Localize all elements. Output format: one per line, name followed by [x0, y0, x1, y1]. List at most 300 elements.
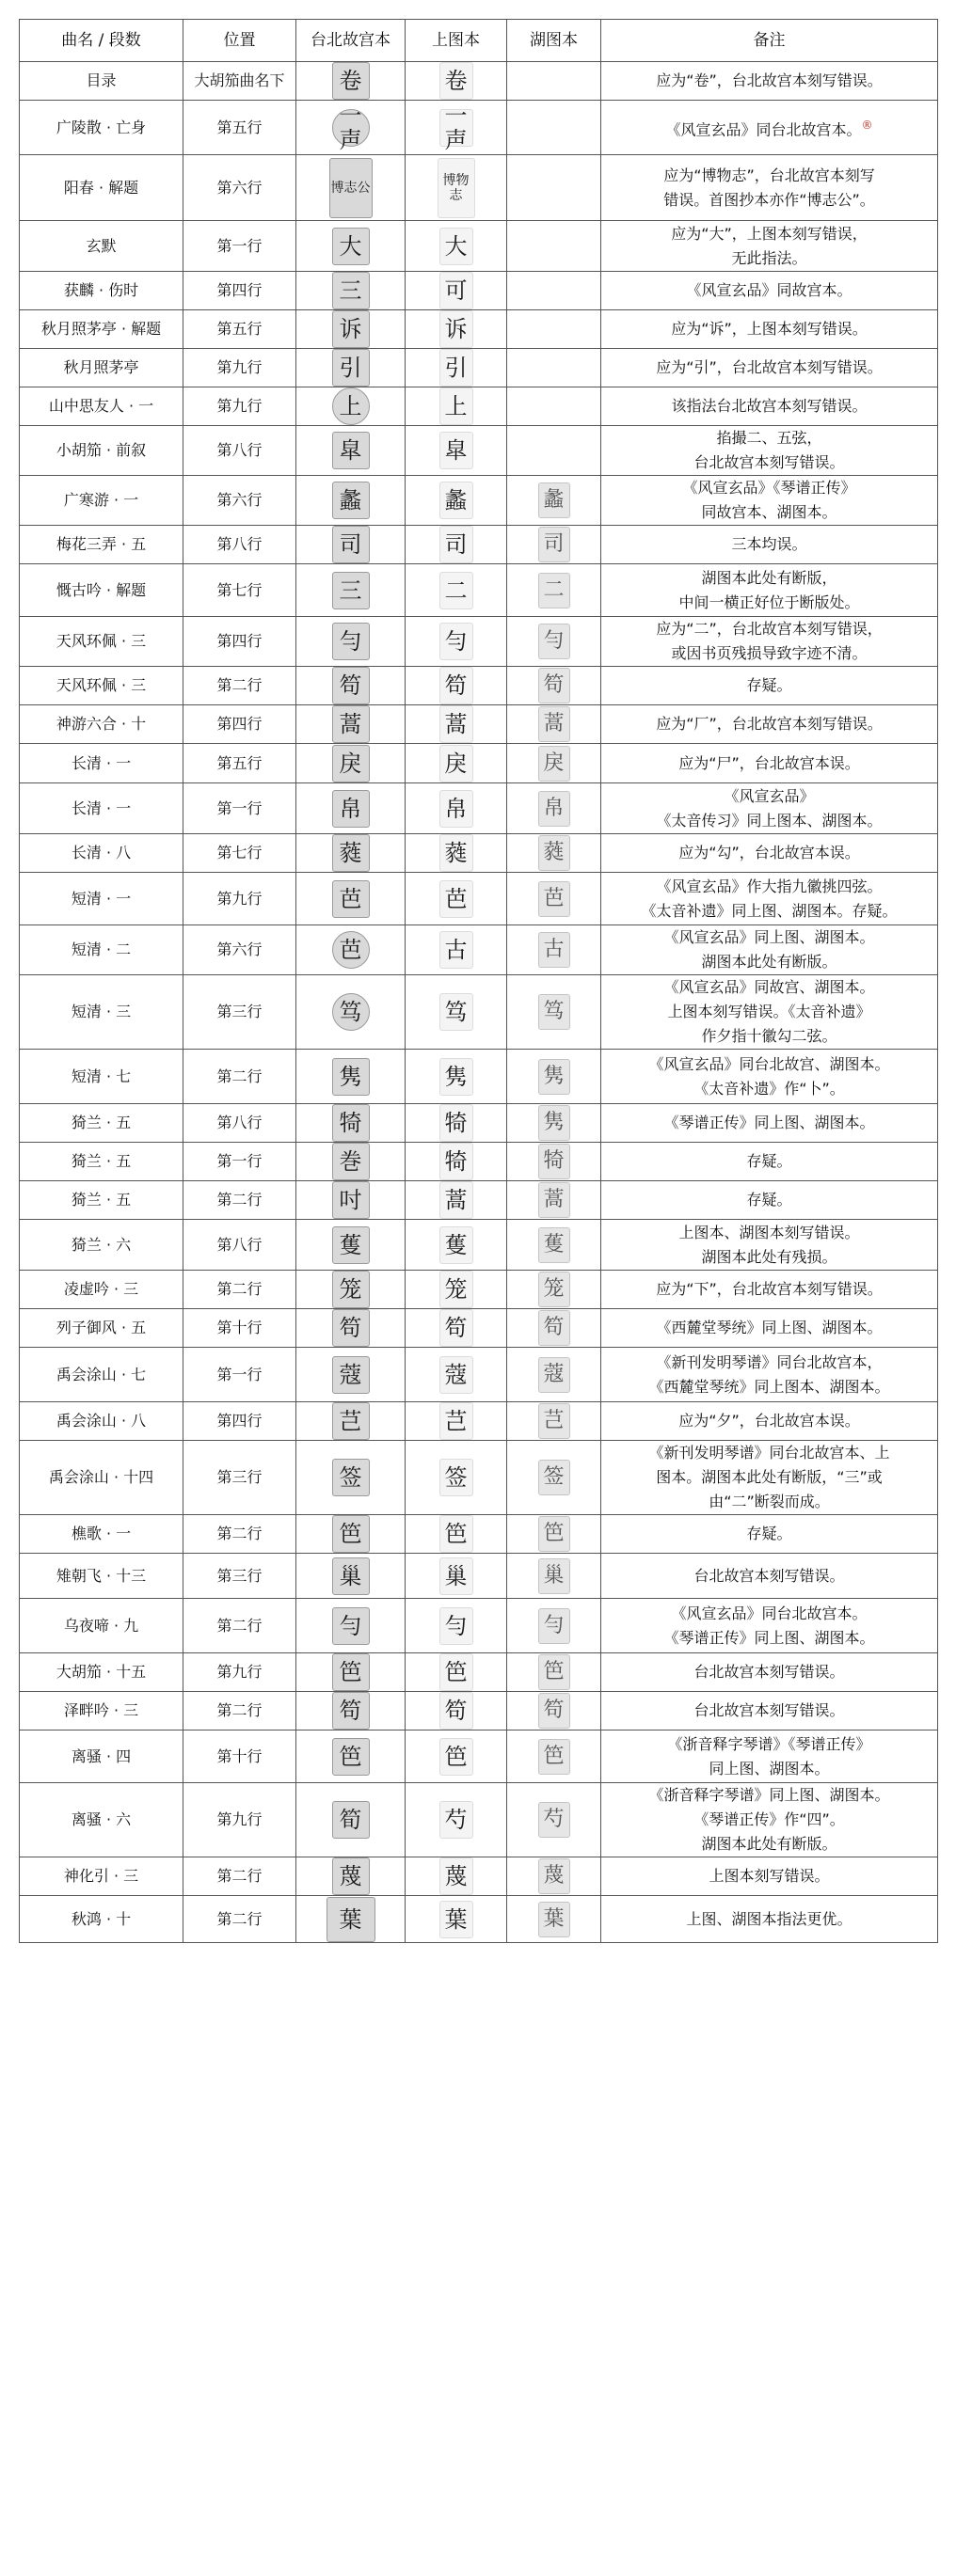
- taipei-glyph-wrap: [302, 1271, 399, 1308]
- hubei-glyph-cell: [507, 426, 601, 476]
- taipei-glyph-wrap: [302, 1515, 399, 1553]
- hubei-glyph-cell: [507, 744, 601, 783]
- note-line: 应为“夕”，台北故宫本误。: [678, 1412, 860, 1430]
- piece-title-cell: 短清 · 一: [20, 873, 183, 925]
- jianzipu-glyph: 芭: [538, 881, 570, 917]
- jianzipu-glyph: 蒿: [538, 1182, 570, 1218]
- note-line: 《浙音释字琴谱》同上图、湖图本。: [648, 1786, 890, 1804]
- taipei-glyph-cell: [296, 1220, 406, 1271]
- hubei-glyph-cell: [507, 783, 601, 834]
- note-line: 《新刊发明琴谱》同台北故宫本、上: [648, 1444, 890, 1462]
- piece-title-cell: 秋鸿 · 十: [20, 1896, 183, 1943]
- taipei-glyph-wrap: [302, 387, 399, 425]
- jianzipu-glyph: 蒦: [439, 1226, 473, 1264]
- note-cell: [601, 1348, 938, 1402]
- position-cell: 第九行: [183, 873, 296, 925]
- table-row: [20, 1271, 938, 1309]
- hubei-glyph-cell: [507, 1554, 601, 1599]
- taipei-glyph-cell: [296, 155, 406, 221]
- taipei-glyph-cell: [296, 1441, 406, 1515]
- jianzipu-glyph: 司: [439, 526, 473, 563]
- shanghai-glyph-cell: [406, 387, 507, 426]
- shanghai-glyph-cell: [406, 705, 507, 744]
- taipei-glyph-wrap: [302, 432, 399, 469]
- shanghai-glyph-wrap: [411, 1309, 501, 1347]
- piece-title-cell: 猗兰 · 六: [20, 1220, 183, 1271]
- shanghai-glyph-cell: [406, 476, 507, 526]
- taipei-glyph-wrap: [302, 1801, 399, 1839]
- hubei-glyph-cell: [507, 526, 601, 564]
- jianzipu-glyph: 三: [332, 272, 370, 309]
- jianzipu-glyph: 蒦: [538, 1227, 570, 1263]
- note-line: 湖图本此处有断版，: [701, 568, 837, 587]
- note-line: 存疑。: [746, 676, 792, 694]
- piece-title-cell: 天风环佩 · 三: [20, 617, 183, 667]
- piece-title-cell: 天风环佩 · 三: [20, 667, 183, 705]
- taipei-glyph-cell: [296, 1181, 406, 1220]
- shanghai-glyph-cell: [406, 1692, 507, 1731]
- note-cell: [601, 834, 938, 873]
- taipei-glyph-cell: [296, 1599, 406, 1653]
- jianzipu-glyph: 二: [538, 573, 570, 608]
- table-row: [20, 1348, 938, 1402]
- note-cell: [601, 1309, 938, 1348]
- taipei-glyph-cell: [296, 975, 406, 1050]
- taipei-glyph-wrap: [302, 1143, 399, 1180]
- position-cell: 第六行: [183, 925, 296, 975]
- jianzipu-glyph: 隽: [538, 1059, 570, 1095]
- shanghai-glyph-cell: [406, 349, 507, 387]
- jianzipu-glyph: 戾: [439, 745, 473, 782]
- taipei-glyph-wrap: [302, 667, 399, 704]
- header-notes: 备注: [601, 20, 938, 62]
- hubei-glyph-cell: [507, 1599, 601, 1653]
- hubei-glyph-cell: [507, 1143, 601, 1181]
- note-line: 应为“诉”，上图本刻写错误。: [671, 320, 868, 338]
- taipei-glyph-cell: [296, 1348, 406, 1402]
- table-row: [20, 1143, 938, 1181]
- taipei-glyph-cell: [296, 1731, 406, 1783]
- note-cell: [601, 1653, 938, 1692]
- position-cell: 第四行: [183, 1402, 296, 1441]
- shanghai-glyph-cell: [406, 272, 507, 310]
- jianzipu-glyph: 芍: [439, 1801, 473, 1839]
- jianzipu-glyph: 帛: [439, 790, 473, 828]
- shanghai-glyph-cell: [406, 526, 507, 564]
- jianzipu-glyph: 蔻: [332, 1356, 370, 1394]
- note-line: 湖图本此处有断版。: [701, 1835, 837, 1853]
- jianzipu-glyph: 卷: [439, 62, 473, 100]
- table-row: [20, 1692, 938, 1731]
- shanghai-glyph-cell: [406, 1653, 507, 1692]
- note-line: 上图本刻写错误。《太音补遗》: [667, 1003, 871, 1020]
- taipei-glyph-wrap: [302, 482, 399, 519]
- header-title: 曲名 / 段数: [20, 20, 183, 62]
- shanghai-glyph-wrap: [411, 993, 501, 1031]
- note-cell: [601, 564, 938, 617]
- note-line: 《西麓堂琴统》同上图本、湖图本。: [648, 1377, 890, 1396]
- table-row: [20, 925, 938, 975]
- shanghai-glyph-cell: [406, 1104, 507, 1143]
- note-line: 《风宣玄品》同故宫本。: [686, 281, 852, 299]
- jianzipu-glyph: 大: [332, 228, 370, 265]
- position-cell: 第八行: [183, 1220, 296, 1271]
- table-row: [20, 1653, 938, 1692]
- note-cell: [601, 705, 938, 744]
- note-cell: [601, 476, 938, 526]
- shanghai-glyph-wrap: [411, 880, 501, 918]
- jianzipu-glyph: 蠡: [538, 482, 570, 518]
- table-row: [20, 705, 938, 744]
- hubei-glyph-wrap: [513, 1558, 595, 1594]
- taipei-glyph-cell: [296, 476, 406, 526]
- table-row: [20, 1857, 938, 1896]
- jianzipu-glyph: 蒿: [439, 705, 473, 743]
- piece-title-cell: 长清 · 八: [20, 834, 183, 873]
- position-cell: 第三行: [183, 975, 296, 1050]
- taipei-glyph-cell: [296, 272, 406, 310]
- shanghai-glyph-cell: [406, 155, 507, 221]
- jianzipu-glyph: 蕤: [439, 834, 473, 872]
- piece-title-cell: 禹会涂山 · 七: [20, 1348, 183, 1402]
- taipei-glyph-cell: [296, 1271, 406, 1309]
- note-line: 台北故宫本刻写错误。: [693, 453, 845, 471]
- jianzipu-glyph: 芑: [439, 1402, 473, 1440]
- jianzipu-glyph: 蒿: [332, 705, 370, 743]
- shanghai-glyph-wrap: [411, 1901, 501, 1938]
- table-row: [20, 873, 938, 925]
- note-line: 《新刊发明琴谱》同台北故宫本，: [656, 1352, 883, 1371]
- jianzipu-glyph: 蕤: [538, 835, 570, 871]
- hubei-glyph-wrap: [513, 835, 595, 871]
- taipei-glyph-wrap: [302, 1226, 399, 1264]
- position-cell: 第五行: [183, 310, 296, 349]
- jianzipu-glyph: 诉: [439, 310, 473, 348]
- position-cell: 第一行: [183, 783, 296, 834]
- note-line: 《风宣玄品》《琴谱正传》: [682, 479, 856, 497]
- hubei-glyph-wrap: [513, 746, 595, 782]
- note-line: 由“二”断裂而成。: [709, 1493, 830, 1510]
- taipei-glyph-wrap: [302, 790, 399, 828]
- taipei-glyph-wrap: [302, 1309, 399, 1347]
- jianzipu-glyph: 古: [439, 931, 473, 969]
- hubei-glyph-wrap: [513, 1357, 595, 1393]
- hubei-glyph-cell: [507, 310, 601, 349]
- table-row: [20, 1050, 938, 1104]
- position-cell: 第二行: [183, 1692, 296, 1731]
- table-row: [20, 1783, 938, 1857]
- position-cell: 第六行: [183, 155, 296, 221]
- piece-title-cell: 乌夜啼 · 九: [20, 1599, 183, 1653]
- table-row: [20, 476, 938, 526]
- jianzipu-glyph: 皐: [332, 432, 370, 469]
- shanghai-glyph-wrap: [411, 482, 501, 519]
- shanghai-glyph-cell: [406, 925, 507, 975]
- jianzipu-glyph: 勻: [538, 624, 570, 659]
- note-line: 错误。首图抄本亦作“博志公”。: [663, 190, 875, 209]
- jianzipu-glyph: 古: [538, 932, 570, 968]
- jianzipu-glyph: 勻: [332, 1607, 370, 1645]
- jianzipu-glyph: 笆: [439, 1653, 473, 1691]
- jianzipu-glyph: 笃: [538, 994, 570, 1030]
- shanghai-glyph-cell: [406, 62, 507, 101]
- note-cell: [601, 744, 938, 783]
- taipei-glyph-cell: [296, 1554, 406, 1599]
- note-line: 应为“厂”，台北故宫本刻写错误。: [656, 715, 883, 733]
- position-cell: 第三行: [183, 1441, 296, 1515]
- table-row: [20, 155, 938, 221]
- hubei-glyph-wrap: [513, 1144, 595, 1179]
- hubei-glyph-cell: [507, 564, 601, 617]
- table-row: [20, 349, 938, 387]
- hubei-glyph-cell: [507, 1181, 601, 1220]
- jianzipu-glyph: 葉: [538, 1902, 570, 1937]
- table-row: [20, 1896, 938, 1943]
- piece-title-cell: 阳春 · 解题: [20, 155, 183, 221]
- jianzipu-glyph: 签: [538, 1460, 570, 1495]
- table-row: [20, 834, 938, 873]
- jianzipu-glyph: 笱: [332, 667, 370, 704]
- taipei-glyph-cell: [296, 1692, 406, 1731]
- position-cell: 第一行: [183, 1348, 296, 1402]
- jianzipu-glyph: 笆: [332, 1515, 370, 1553]
- shanghai-glyph-cell: [406, 1050, 507, 1104]
- hubei-glyph-cell: [507, 349, 601, 387]
- jianzipu-glyph: 一声: [332, 109, 370, 147]
- note-line: 《风宣玄品》同台北故宫本。: [671, 1604, 868, 1622]
- note-cell: [601, 1441, 938, 1515]
- note-cell: [601, 1181, 938, 1220]
- shanghai-glyph-wrap: [411, 310, 501, 348]
- taipei-glyph-wrap: [302, 1104, 399, 1142]
- taipei-glyph-wrap: [302, 1857, 399, 1895]
- taipei-glyph-cell: [296, 1896, 406, 1943]
- jianzipu-glyph: 签: [332, 1459, 370, 1496]
- shanghai-glyph-cell: [406, 834, 507, 873]
- hubei-glyph-wrap: [513, 573, 595, 608]
- jianzipu-glyph: 蒿: [538, 706, 570, 742]
- jianzipu-glyph: 蒦: [332, 1226, 370, 1264]
- jianzipu-glyph: 芭: [439, 880, 473, 918]
- jianzipu-glyph: 蕤: [332, 834, 370, 872]
- collation-sheet: [19, 19, 937, 1943]
- note-cell: [601, 526, 938, 564]
- position-cell: 第三行: [183, 1554, 296, 1599]
- jianzipu-glyph: 犄: [332, 1104, 370, 1142]
- jianzipu-glyph: 笱: [538, 1310, 570, 1346]
- note-line: 《风宣玄品》同上图、湖图本。: [663, 928, 875, 946]
- hubei-glyph-cell: [507, 1309, 601, 1348]
- note-cell: [601, 349, 938, 387]
- shanghai-glyph-cell: [406, 1143, 507, 1181]
- hubei-glyph-wrap: [513, 1227, 595, 1263]
- piece-title-cell: 神化引 · 三: [20, 1857, 183, 1896]
- note-line: 台北故宫本刻写错误。: [693, 1701, 845, 1719]
- shanghai-glyph-cell: [406, 1220, 507, 1271]
- note-line: 或因书页残损导致字迹不清。: [671, 644, 868, 662]
- jianzipu-glyph: 笼: [332, 1271, 370, 1308]
- note-cell: [601, 873, 938, 925]
- jianzipu-glyph: 笱: [439, 1692, 473, 1730]
- hubei-glyph-cell: [507, 975, 601, 1050]
- note-cell: [601, 783, 938, 834]
- shanghai-glyph-cell: [406, 310, 507, 349]
- table-row: [20, 975, 938, 1050]
- table-row: [20, 1731, 938, 1783]
- jianzipu-glyph: 蒿: [439, 1181, 473, 1219]
- position-cell: 第八行: [183, 526, 296, 564]
- note-line: 湖图本此处有断版。: [701, 953, 837, 971]
- jianzipu-glyph: 蠡: [332, 482, 370, 519]
- hubei-glyph-cell: [507, 1857, 601, 1896]
- position-cell: 第八行: [183, 426, 296, 476]
- note-line: 《风宣玄品》: [724, 786, 815, 805]
- header-row: [20, 20, 938, 62]
- shanghai-glyph-cell: [406, 1731, 507, 1783]
- position-cell: 第二行: [183, 1599, 296, 1653]
- note-line: 该指法台北故宫本刻写错误。: [671, 397, 868, 415]
- hubei-glyph-cell: [507, 1692, 601, 1731]
- shanghai-glyph-wrap: [411, 1738, 501, 1776]
- taipei-glyph-cell: [296, 526, 406, 564]
- note-cell: [601, 310, 938, 349]
- note-cell: [601, 1220, 938, 1271]
- jianzipu-glyph: 隽: [439, 1058, 473, 1096]
- hubei-glyph-cell: [507, 1653, 601, 1692]
- shanghai-glyph-wrap: [411, 1653, 501, 1691]
- jianzipu-glyph: 巢: [538, 1558, 570, 1594]
- header-hubei-edition: 湖图本: [507, 20, 601, 62]
- note-cell: [601, 1783, 938, 1857]
- jianzipu-glyph: 笃: [332, 993, 370, 1031]
- shanghai-glyph-wrap: [411, 790, 501, 828]
- jianzipu-glyph: 大: [439, 228, 473, 265]
- hubei-glyph-wrap: [513, 1739, 595, 1775]
- shanghai-glyph-cell: [406, 564, 507, 617]
- table-row: [20, 1181, 938, 1220]
- taipei-glyph-wrap: [302, 62, 399, 100]
- jianzipu-glyph: 勻: [538, 1608, 570, 1644]
- note-line: 同故宫本、湖图本。: [701, 503, 837, 521]
- taipei-glyph-cell: [296, 1402, 406, 1441]
- piece-title-cell: 山中思友人 · 一: [20, 387, 183, 426]
- note-line: 存疑。: [746, 1191, 792, 1209]
- jianzipu-glyph: 笆: [538, 1739, 570, 1775]
- jianzipu-glyph: 可: [439, 272, 473, 309]
- table-row: [20, 101, 938, 155]
- hubei-glyph-cell: [507, 1271, 601, 1309]
- note-line: 上图本、湖图本刻写错误。: [678, 1223, 860, 1241]
- hubei-glyph-wrap: [513, 994, 595, 1030]
- jianzipu-glyph: 司: [538, 527, 570, 562]
- taipei-glyph-wrap: [302, 705, 399, 743]
- shanghai-glyph-wrap: [411, 1515, 501, 1553]
- hubei-glyph-wrap: [513, 1802, 595, 1838]
- taipei-glyph-wrap: [302, 1607, 399, 1645]
- piece-title-cell: 玄默: [20, 221, 183, 272]
- jianzipu-glyph: 笼: [538, 1272, 570, 1307]
- position-cell: 第九行: [183, 387, 296, 426]
- taipei-glyph-wrap: [302, 158, 399, 218]
- table-row: [20, 564, 938, 617]
- note-line: 存疑。: [746, 1152, 792, 1170]
- piece-title-cell: 樵歌 · 一: [20, 1515, 183, 1554]
- note-cell: [601, 221, 938, 272]
- note-line: 同上图、湖图本。: [709, 1759, 830, 1778]
- position-cell: 第二行: [183, 1271, 296, 1309]
- position-cell: 大胡笳曲名下: [183, 62, 296, 101]
- taipei-glyph-wrap: [302, 1402, 399, 1440]
- piece-title-cell: 广寒游 · 一: [20, 476, 183, 526]
- shanghai-glyph-wrap: [411, 623, 501, 660]
- jianzipu-glyph: 引: [439, 349, 473, 387]
- note-cell: [601, 975, 938, 1050]
- shanghai-glyph-cell: [406, 783, 507, 834]
- hubei-glyph-wrap: [513, 1403, 595, 1439]
- hubei-glyph-wrap: [513, 482, 595, 518]
- hubei-glyph-cell: [507, 272, 601, 310]
- table-row: [20, 1554, 938, 1599]
- jianzipu-glyph: 司: [332, 526, 370, 563]
- shanghai-glyph-wrap: [411, 526, 501, 563]
- piece-title-cell: 猗兰 · 五: [20, 1181, 183, 1220]
- note-cell: [601, 1515, 938, 1554]
- position-cell: 第九行: [183, 1783, 296, 1857]
- taipei-glyph-wrap: [302, 834, 399, 872]
- note-line: 应为“大”，上图本刻写错误，: [671, 224, 868, 243]
- shanghai-glyph-wrap: [411, 834, 501, 872]
- piece-title-cell: 神游六合 · 十: [20, 705, 183, 744]
- taipei-glyph-wrap: [302, 1356, 399, 1394]
- note-cell: [601, 1271, 938, 1309]
- shanghai-glyph-wrap: [411, 745, 501, 782]
- taipei-glyph-cell: [296, 101, 406, 155]
- note-line: 《太音补遗》同上图、湖图本。存疑。: [641, 901, 898, 920]
- jianzipu-glyph: 巢: [332, 1557, 370, 1595]
- shanghai-glyph-wrap: [411, 572, 501, 609]
- note-cell: [601, 387, 938, 426]
- jianzipu-glyph: 犄: [439, 1104, 473, 1142]
- position-cell: 第二行: [183, 1050, 296, 1104]
- position-cell: 第一行: [183, 221, 296, 272]
- taipei-glyph-wrap: [302, 880, 399, 918]
- jianzipu-glyph: 勻: [439, 1607, 473, 1645]
- piece-title-cell: 广陵散 · 亡身: [20, 101, 183, 155]
- note-line: 《风宣玄品》作大指九徽挑四弦。: [656, 877, 883, 895]
- hubei-glyph-cell: [507, 873, 601, 925]
- shanghai-glyph-wrap: [411, 931, 501, 969]
- piece-title-cell: 长清 · 一: [20, 783, 183, 834]
- hubei-glyph-wrap: [513, 1516, 595, 1552]
- table-row: [20, 783, 938, 834]
- table-row: [20, 1309, 938, 1348]
- position-cell: 第五行: [183, 101, 296, 155]
- taipei-glyph-cell: [296, 1857, 406, 1896]
- jianzipu-glyph: 蔻: [538, 1357, 570, 1393]
- taipei-glyph-wrap: [302, 1738, 399, 1776]
- taipei-glyph-cell: [296, 310, 406, 349]
- position-cell: 第四行: [183, 272, 296, 310]
- piece-title-cell: 短清 · 二: [20, 925, 183, 975]
- header-taipei-edition: 台北故宫本: [296, 20, 406, 62]
- note-line: 《西麓堂琴统》同上图、湖图本。: [656, 1319, 883, 1336]
- position-cell: 第七行: [183, 564, 296, 617]
- hubei-glyph-cell: [507, 1104, 601, 1143]
- shanghai-glyph-wrap: [411, 1058, 501, 1096]
- shanghai-glyph-wrap: [411, 1271, 501, 1308]
- note-line: 《琴谱正传》同上图、湖图本。: [663, 1628, 875, 1647]
- taipei-glyph-wrap: [302, 931, 399, 969]
